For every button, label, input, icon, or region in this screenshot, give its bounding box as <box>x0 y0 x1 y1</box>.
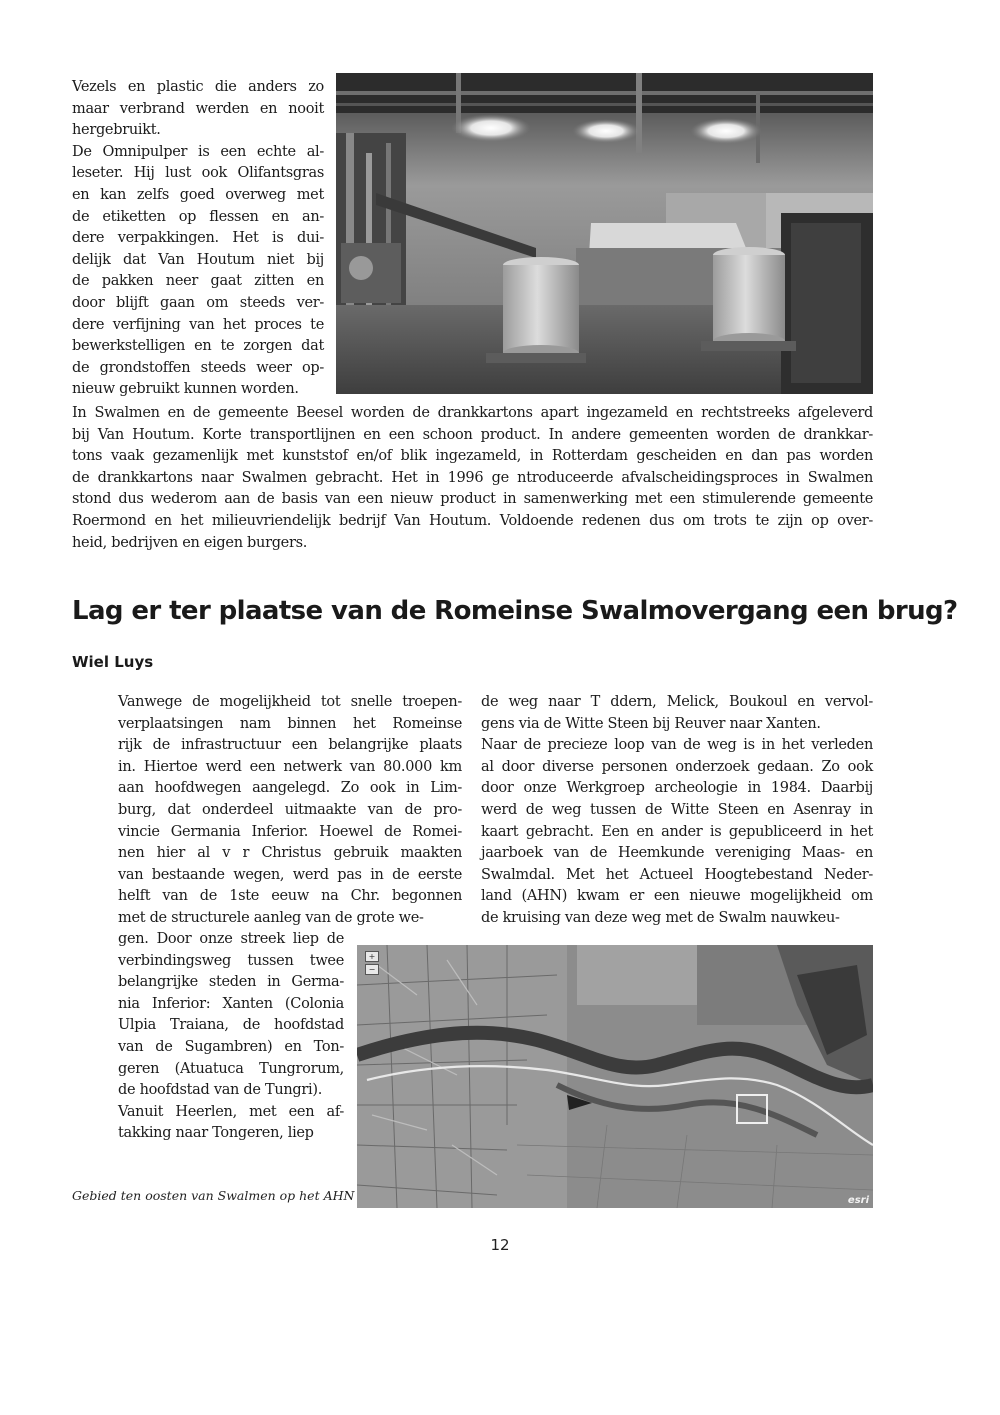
text-line: door onze Werkgroep archeologie in 1984. Daarbij <box>481 780 873 797</box>
text-line: Vezels en plastic die anders zo <box>72 79 324 95</box>
text-line: hergebruikt. <box>72 122 161 139</box>
text-line: de drankkartons naar Swalmen gebracht. Het in 1996 ge ntroduceerde afvalscheidingsproces in Swalmen <box>72 469 873 486</box>
article-right-column <box>481 692 873 930</box>
text-line: nieuw gebruikt kunnen worden. <box>72 381 299 398</box>
text-line: jaarboek van de Heemkunde vereniging Maas- en <box>481 845 873 862</box>
esri-logo: esri <box>847 1195 869 1206</box>
recycling-paragraph <box>72 403 873 554</box>
text-line: Vanwege de mogelijkheid tot snelle troepen- <box>118 694 462 710</box>
text-line: belangrijke steden in Germa- <box>118 974 344 991</box>
zoom-in-icon: + <box>365 951 379 962</box>
ahn-map <box>357 945 873 1208</box>
text-line: leseter. Hij lust ook Olifantsgras <box>72 165 324 182</box>
text-line: land (AHN) kwam er een nieuwe mogelijkheid om <box>481 888 873 905</box>
text-line: bij Van Houtum. Korte transportlijnen en een schoon product. In andere gemeenten worden de drankkar- <box>72 426 873 443</box>
factory-photo <box>336 73 873 394</box>
text-line: de weg naar T ddern, Melick, Boukoul en vervol- <box>481 694 873 710</box>
text-line: in. Hiertoe werd een netwerk van 80.000 km <box>118 758 462 775</box>
text-line: De Omnipulper is een echte al- <box>72 143 324 160</box>
text-line: nen hier al v r Christus gebruik maakten <box>118 845 462 862</box>
text-line: Vanuit Heerlen, met een af- <box>118 1103 344 1120</box>
text-line: maar verbrand werden en nooit <box>72 100 324 117</box>
article-title: Lag er ter plaatse van de Romeinse Swalmovergang een brug? <box>72 596 958 626</box>
text-line: van bestaande wegen, werd pas in de eerste <box>118 866 462 883</box>
text-line: heid, bedrijven en eigen burgers. <box>72 534 308 551</box>
text-line: burg, dat onderdeel uitmaakte van de pro- <box>118 801 462 818</box>
text-line: gens via de Witte Steen bij Reuver naar Xanten. <box>481 715 821 732</box>
article-left-column <box>118 692 462 930</box>
text-line: verbindingsweg tussen twee <box>118 952 344 969</box>
factory-photo-graphic <box>336 73 873 394</box>
text-line: de pakken neer gaat zitten en <box>72 273 324 290</box>
text-line: Swalmdal. Met het Actueel Hoogtebestand Neder- <box>481 866 873 883</box>
text-line: In Swalmen en de gemeente Beesel worden de drankkartons apart ingezameld en rechtstreeks afgeleverd <box>72 405 873 421</box>
text-line: de grondstoffen steeds weer op- <box>72 359 324 376</box>
text-line: tons vaak gezamenlijk met kunststof en/of blik ingezameld, in Rotterdam gescheiden en dan pas worden <box>72 448 873 465</box>
text-line: bewerkstelligen en te zorgen dat <box>72 338 324 355</box>
text-line: takking naar Tongeren, liep <box>118 1125 314 1142</box>
zoom-out-icon: − <box>365 964 379 975</box>
text-line: de etiketten op flessen en an- <box>72 208 324 225</box>
map-caption: Gebied ten oosten van Swalmen op het AHN <box>72 1188 355 1203</box>
text-line: geren (Atuatuca Tungrorum, <box>118 1060 344 1077</box>
text-line: rijk de infrastructuur een belangrijke plaats <box>118 737 462 754</box>
text-line: vincie Germania Inferior. Hoewel de Romei- <box>118 823 462 840</box>
full-width-lines <box>72 403 873 554</box>
ahn-map-graphic <box>357 945 873 1208</box>
text-line: stond dus wederom aan de basis van een nieuw product in samenwerking met een stimulerende gemeente <box>72 491 873 508</box>
text-line: aan hoofdwegen aangelegd. Zo ook in Lim- <box>118 780 462 797</box>
text-line: gen. Door onze streek liep de <box>118 931 344 947</box>
text-line: met de structurele aanleg van de grote we- <box>118 909 424 926</box>
left-narrow-lines <box>118 929 344 1145</box>
article-left-narrow <box>118 929 344 1145</box>
intro-text <box>72 77 324 401</box>
left-column-lines <box>118 692 462 930</box>
text-line: verplaatsingen nam binnen het Romeinse <box>118 715 462 732</box>
intro-lines <box>72 77 324 401</box>
text-line: Ulpia Traiana, de hoofdstad <box>118 1017 344 1034</box>
text-line: al door diverse personen onderzoek gedaan. Zo ook <box>481 758 873 775</box>
text-line: Naar de precieze loop van de weg is in het verleden <box>481 737 873 754</box>
text-line: Roermond en het milieuvriendelijk bedrijf Van Houtum. Voldoende redenen dus om trots te zijn op over- <box>72 512 873 529</box>
text-line: dere verfijning van het proces te <box>72 316 324 333</box>
text-line: en kan zelfs goed overweg met <box>72 186 324 203</box>
map-zoom-controls <box>365 951 377 975</box>
text-line: van de Sugambren) en Ton- <box>118 1038 344 1055</box>
page-number: 12 <box>490 1236 510 1254</box>
text-line: dere verpakkingen. Het is dui- <box>72 230 324 247</box>
right-column-lines <box>481 692 873 930</box>
article-author: Wiel Luys <box>72 653 154 671</box>
text-line: kaart gebracht. Een en ander is gepubliceerd in het <box>481 823 873 840</box>
text-line: de hoofdstad van de Tungri). <box>118 1082 323 1099</box>
text-line: delijk dat Van Houtum niet bij <box>72 251 324 268</box>
text-line: helft van de 1ste eeuw na Chr. begonnen <box>118 888 462 905</box>
text-line: werd de weg tussen de Witte Steen en Asenray in <box>481 801 873 818</box>
text-line: nia Inferior: Xanten (Colonia <box>118 995 344 1012</box>
text-line: door blijft gaan om steeds ver- <box>72 294 324 311</box>
text-line: de kruising van deze weg met de Swalm nauwkeu- <box>481 909 840 926</box>
